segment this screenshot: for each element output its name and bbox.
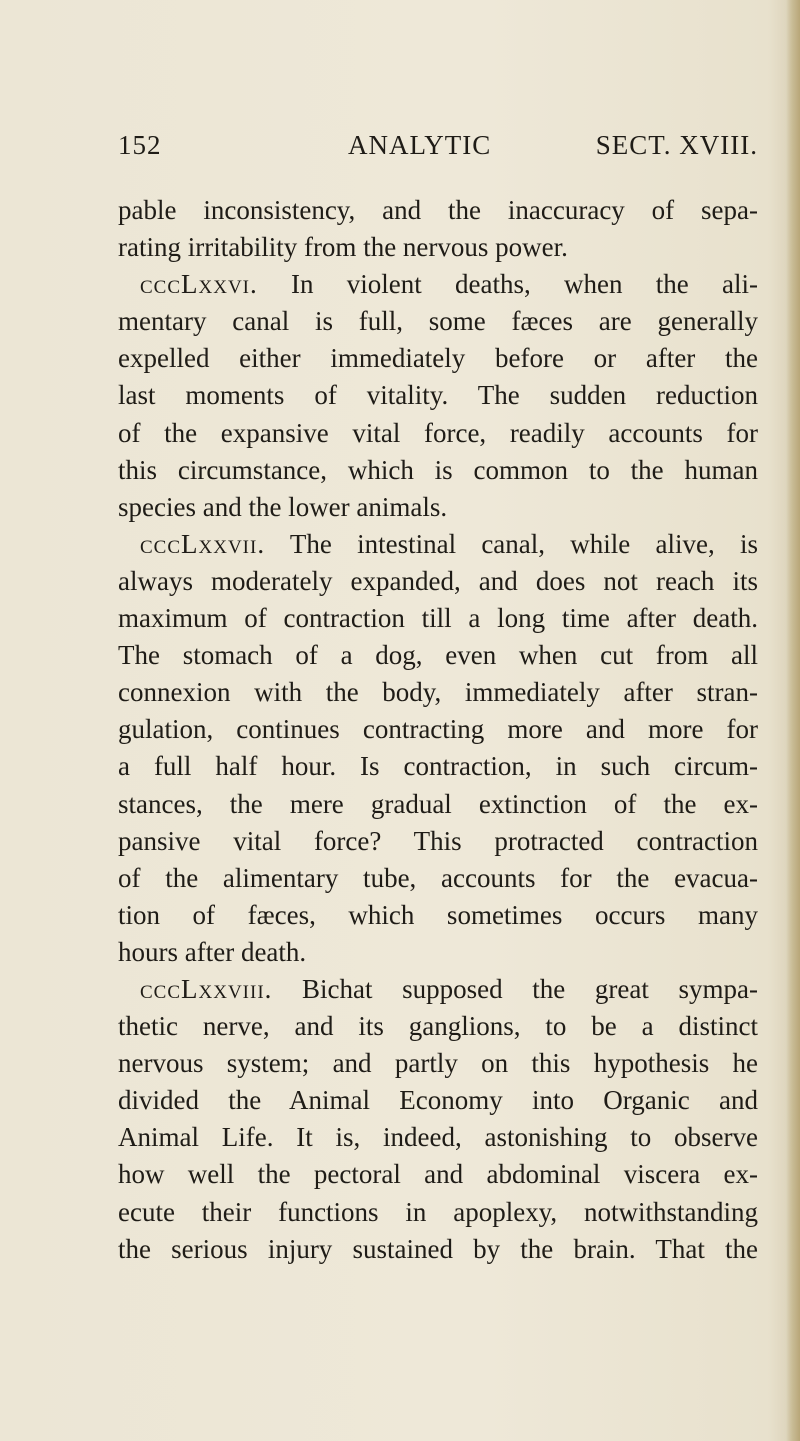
text-line: thetic nerve, and its ganglions, to be a distinct xyxy=(118,1011,758,1042)
running-head: ANALYTIC xyxy=(348,130,492,160)
text-line: pable inconsistency, and the inaccuracy of sepa- xyxy=(118,195,758,225)
text-line: The stomach of a dog, even when cut from all xyxy=(118,640,758,671)
section-label: SECT. XVIII. xyxy=(595,130,758,160)
text-line: expelled either immediately before or after the xyxy=(118,343,758,374)
text-line: pansive vital force? This protracted contraction xyxy=(118,825,758,856)
text-line: hours after death. xyxy=(118,936,307,967)
paragraph-378-first-line xyxy=(118,971,758,1008)
text-line: Animal Life. It is, indeed, astonishing to observe xyxy=(118,1122,758,1153)
text-line: this circumstance, which is common to the human xyxy=(118,454,758,485)
page-edge-shadow xyxy=(786,0,800,1441)
section-mark-376: cccLxxvi. xyxy=(140,269,258,300)
page-number: 152 xyxy=(118,130,162,160)
page-header xyxy=(118,130,758,170)
paragraph-376-first-line xyxy=(118,266,758,303)
text-line: of the expansive vital force, readily accounts for xyxy=(118,417,758,448)
text-line: of the alimentary tube, accounts for the evacua- xyxy=(118,862,758,893)
text-line: ecute their functions in apoplexy, notwithstanding xyxy=(118,1196,758,1227)
text-line: Bichat supposed the great sympa- xyxy=(302,973,758,1004)
section-mark-377: cccLxxvii. xyxy=(140,528,266,559)
text-line: nervous system; and partly on this hypothesis he xyxy=(118,1048,758,1079)
text-line: stances, the mere gradual extinction of the ex- xyxy=(118,788,758,819)
text-line: The intestinal canal, while alive, is xyxy=(289,528,758,559)
text-line: the serious injury sustained by the brain. That the xyxy=(118,1233,758,1264)
text-line: connexion with the body, immediately after stran- xyxy=(118,677,758,708)
section-mark-378: cccLxxviii. xyxy=(140,973,273,1004)
text-line: mentary canal is full, some fæces are generally xyxy=(118,306,758,337)
text-line: In violent deaths, when the ali- xyxy=(291,269,758,300)
text-line: gulation, continues contracting more and more for xyxy=(118,714,758,745)
text-line: always moderately expanded, and does not reach its xyxy=(118,565,758,596)
paragraph-377-first-line xyxy=(118,526,758,563)
text-line: maximum of contraction till a long time after death. xyxy=(118,603,758,634)
text-line: how well the pectoral and abdominal viscera ex- xyxy=(118,1159,758,1190)
text-line: tion of fæces, which sometimes occurs many xyxy=(118,899,758,930)
body-text xyxy=(118,192,758,1268)
text-line: last moments of vitality. The sudden reduction xyxy=(118,380,758,411)
text-line: species and the lower animals. xyxy=(118,491,448,522)
text-line: divided the Animal Economy into Organic and xyxy=(118,1085,758,1116)
text-line: a full half hour. Is contraction, in such circum- xyxy=(118,751,758,782)
text-line: rating irritability from the nervous power. xyxy=(118,232,568,263)
